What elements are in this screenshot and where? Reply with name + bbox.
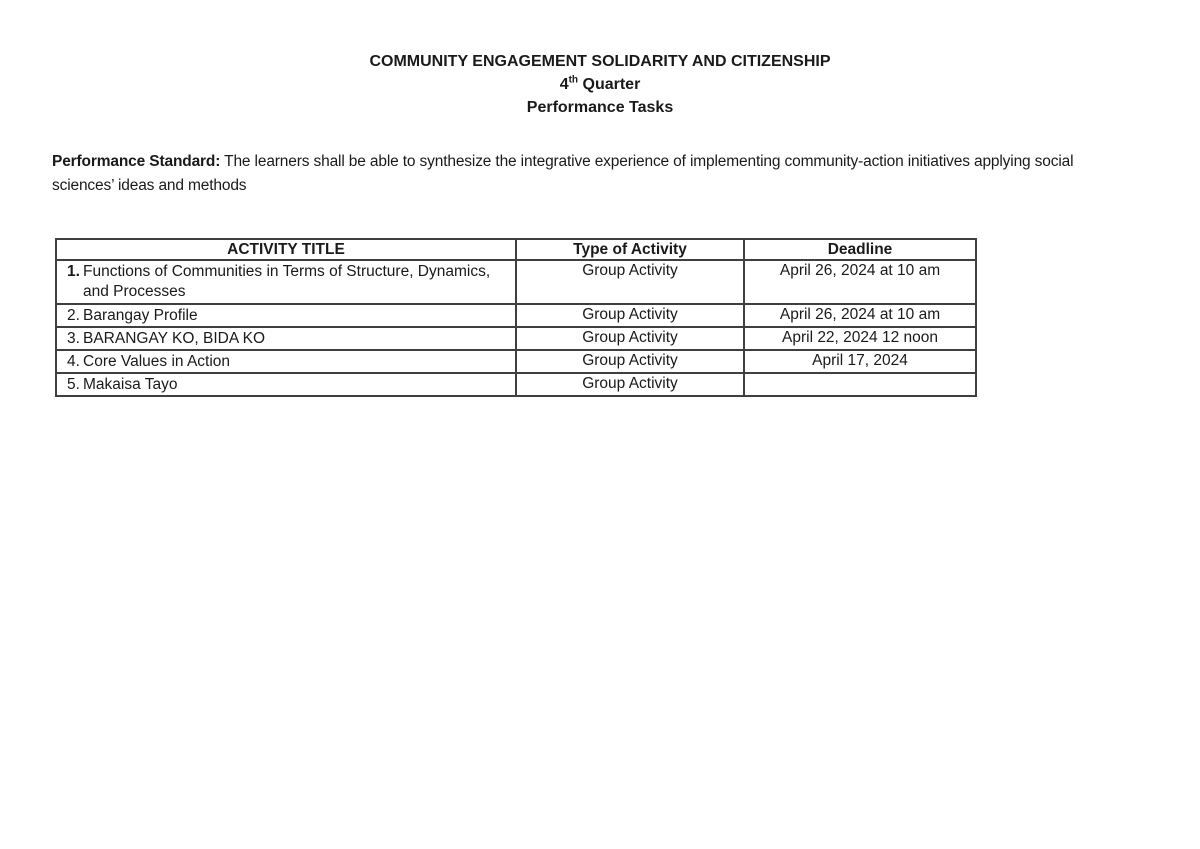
quarter-word: Quarter xyxy=(578,76,641,93)
activity-type-cell: Group Activity xyxy=(516,327,744,350)
activity-title-cell xyxy=(56,373,516,396)
table-header-row xyxy=(56,239,976,260)
row-number: 3. xyxy=(67,330,80,347)
row-number: 4. xyxy=(67,353,80,370)
activity-title-text: Functions of Communities in Terms of Structure, Dynamics, and Processes xyxy=(83,263,491,300)
activity-title-cell xyxy=(56,350,516,373)
table-row xyxy=(56,327,976,350)
performance-tasks-table xyxy=(55,238,977,397)
activity-type-cell: Group Activity xyxy=(516,260,744,304)
deadline-cell xyxy=(744,373,976,396)
document-title-line1: COMMUNITY ENGAGEMENT SOLIDARITY AND CITIZENSHIP xyxy=(369,53,831,70)
performance-standard-paragraph xyxy=(52,150,1110,198)
activity-title-text: Barangay Profile xyxy=(83,307,198,324)
activity-title-text: BARANGAY KO, BIDA KO xyxy=(83,330,266,347)
document-title-block xyxy=(0,0,1200,119)
activity-title-cell xyxy=(56,327,516,350)
activity-type-cell: Group Activity xyxy=(516,350,744,373)
activity-type-cell: Group Activity xyxy=(516,373,744,396)
activity-title-text: Core Values in Action xyxy=(83,353,231,370)
deadline-cell: April 26, 2024 at 10 am xyxy=(744,260,976,304)
table-row xyxy=(56,260,976,304)
activity-type-cell: Group Activity xyxy=(516,304,744,327)
deadline-cell: April 17, 2024 xyxy=(744,350,976,373)
table-row xyxy=(56,304,976,327)
quarter-ordinal-suffix: th xyxy=(568,74,579,86)
performance-standard-text: The learners shall be able to synthesize the integrative experience of implementing community-action initiatives applying social sciences’ ideas and methods xyxy=(52,153,1074,194)
activity-title-cell xyxy=(56,304,516,327)
performance-standard-label: Performance Standard: xyxy=(52,153,221,170)
deadline-cell: April 22, 2024 12 noon xyxy=(744,327,976,350)
row-number: 2. xyxy=(67,307,80,324)
document-title-quarter xyxy=(0,73,1200,96)
row-number: 5. xyxy=(67,376,80,393)
table-row xyxy=(56,350,976,373)
table-row xyxy=(56,373,976,396)
header-activity-title: ACTIVITY TITLE xyxy=(56,239,516,260)
quarter-number: 4 xyxy=(559,76,569,93)
row-number: 1. xyxy=(67,263,80,280)
document-title-line3: Performance Tasks xyxy=(526,99,674,116)
header-deadline: Deadline xyxy=(744,239,976,260)
deadline-cell: April 26, 2024 at 10 am xyxy=(744,304,976,327)
activity-title-cell xyxy=(56,260,516,304)
header-type-of-activity: Type of Activity xyxy=(516,239,744,260)
activity-title-text: Makaisa Tayo xyxy=(83,376,178,393)
